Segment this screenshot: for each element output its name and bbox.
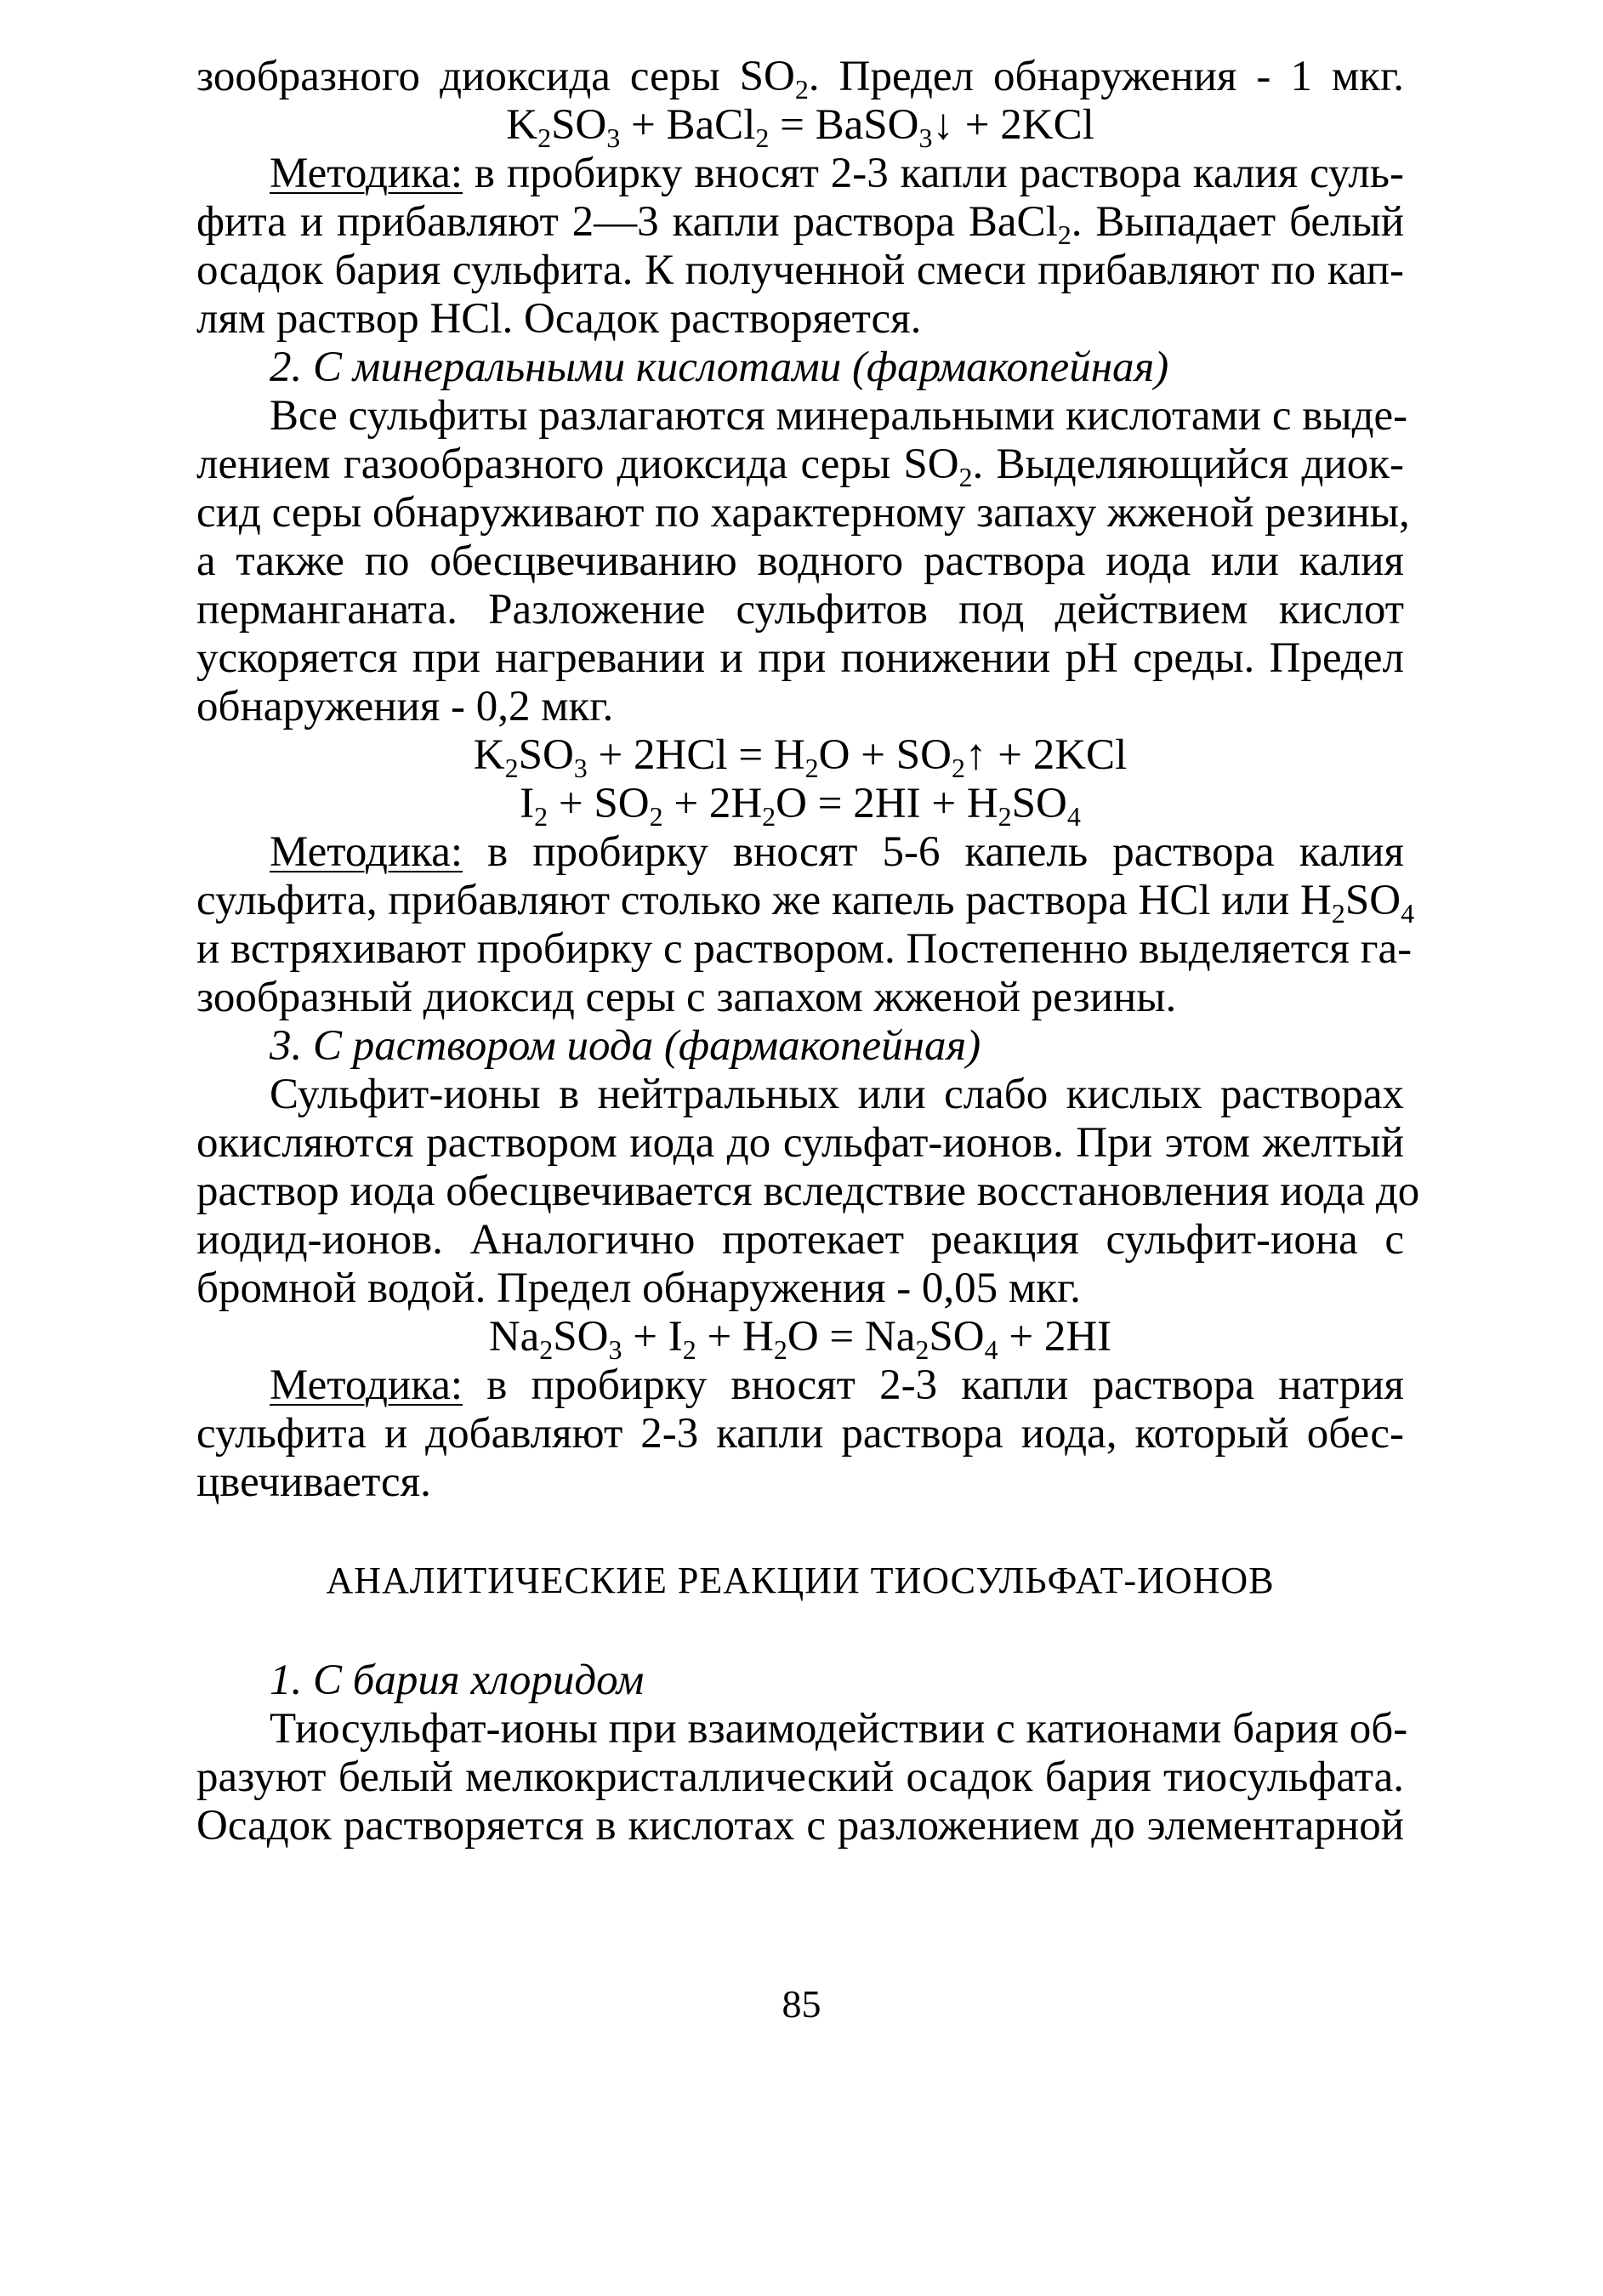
- text-line: [196, 877, 1415, 929]
- text-line: [270, 1071, 1404, 1119]
- text-line: [196, 634, 1404, 683]
- text-line: [270, 392, 1408, 440]
- subsection-title: [270, 344, 1404, 392]
- line-text: зообразного диоксида серы $SO_2$. Предел обнаружения - 1 мкг.: [196, 53, 1404, 105]
- line-text: в пробирку вносят 2-3 капли раствора натрия: [463, 1361, 1404, 1409]
- text-line: [270, 1361, 1404, 1410]
- line-text: а также по обесцвечиванию водного раствора иода или калия: [196, 537, 1404, 585]
- text-line: [196, 198, 1405, 250]
- text-line: [196, 1410, 1404, 1458]
- text-line: [196, 295, 1404, 344]
- line-text: 3. С раствором иода (фармакопейная): [270, 1022, 981, 1070]
- text-line: [196, 683, 1404, 731]
- text-line: [196, 440, 1404, 492]
- line-text: фита и прибавляют 2—3 капли раствора BaCl$_2$. Выпадает белый: [196, 198, 1405, 250]
- line-text: бромной водой. Предел обнаружения - 0,05 мкг.: [196, 1265, 1081, 1312]
- line-text: Тиосульфат-ионы при взаимодействии с катионами бария об-: [270, 1705, 1408, 1753]
- text-line: [196, 489, 1410, 537]
- line-text: Сульфит-ионы в нейтральных или слабо кислых растворах: [270, 1071, 1404, 1118]
- text-line: [196, 53, 1404, 105]
- line-text: сид серы обнаруживают по характерному запаху жженой резины,: [196, 489, 1410, 537]
- method-label: Методика:: [270, 1361, 463, 1409]
- method-label: Методика:: [270, 828, 463, 876]
- line-text: ускоряется при нагревании и при понижении pH среды. Предел: [196, 634, 1404, 682]
- line-text: обнаружения - 0,2 мкг.: [196, 683, 614, 730]
- subsection-title: [270, 1657, 1404, 1705]
- text-line: [270, 828, 1404, 877]
- text-line: [196, 1753, 1404, 1802]
- text-line: [196, 1265, 1404, 1313]
- text-line: [196, 974, 1404, 1022]
- line-text: Все сульфиты разлагаются минеральными кислотами с выде-: [270, 392, 1408, 440]
- line-text: $K_2SO_3$ + BaCl$_2$ = BaSO$_3$↓ + 2KCl: [506, 101, 1094, 153]
- text-line: [196, 1802, 1404, 1850]
- line-text: АНАЛИТИЧЕСКИЕ РЕАКЦИИ ТИОСУЛЬФАТ-ИОНОВ: [326, 1560, 1275, 1601]
- text-line: [270, 1705, 1408, 1753]
- line-text: сульфита и добавляют 2-3 капли раствора иода, который обес-: [196, 1410, 1404, 1458]
- formula-line: [196, 731, 1404, 783]
- line-text: лением газообразного диоксида серы $SO_2$. Выделяющийся диок-: [196, 440, 1404, 492]
- line-text: $I_2 + SO_2 + 2H_2O = 2HI + H_2SO_4$: [520, 780, 1081, 832]
- text-line: [196, 1458, 1404, 1507]
- method-label: Методика:: [270, 150, 463, 197]
- formula-line: [196, 101, 1404, 153]
- text-line: [270, 150, 1404, 198]
- formula-line: [196, 780, 1404, 832]
- section-heading: [196, 1556, 1404, 1605]
- line-text: в пробирку вносят 5-6 капель раствора калия: [463, 828, 1404, 876]
- text-line: [196, 1119, 1404, 1168]
- line-text: зообразный диоксид серы с запахом жженой резины.: [196, 974, 1177, 1021]
- text-line: [196, 537, 1404, 586]
- line-text: в пробирку вносят 2-3 капли раствора калия суль-: [463, 150, 1404, 197]
- page-number: 85: [782, 1982, 821, 2026]
- line-text: иодид-ионов. Аналогично протекает реакция сульфит-иона с: [196, 1216, 1404, 1264]
- line-text: цвечивается.: [196, 1458, 431, 1506]
- line-text: сульфита, прибавляют столько же капель раствора HCl или $H_2SO_4$: [196, 877, 1415, 929]
- line-text: $Na_2SO_3 + I_2 + H_2O = Na_2SO_4 + 2HI$: [488, 1313, 1112, 1365]
- text-line: [196, 925, 1413, 974]
- text-line: [196, 1216, 1404, 1265]
- line-text: разуют белый мелкокристаллический осадок бария тиосульфата.: [196, 1753, 1404, 1801]
- subsection-title: [270, 1022, 1404, 1071]
- line-text: Осадок растворяется в кислотах с разложением до элементарной: [196, 1802, 1404, 1850]
- text-line: [196, 247, 1404, 295]
- text-line: [196, 586, 1404, 634]
- line-text: 2. С минеральными кислотами (фармакопейная): [270, 344, 1169, 391]
- line-text: $K_2SO_3 + 2HCl = H_2O$ + $SO_2↑ + 2KCl$: [473, 731, 1128, 783]
- formula-line: [196, 1313, 1404, 1365]
- line-text: и встряхивают пробирку с раствором. Постепенно выделяется га-: [196, 925, 1413, 973]
- line-text: перманганата. Разложение сульфитов под действием кислот: [196, 586, 1404, 634]
- line-text: раствор иода обесцвечивается вследствие восстановления иода до: [196, 1168, 1420, 1215]
- line-text: лям раствор HCl. Осадок растворяется.: [196, 295, 922, 343]
- text-line: [196, 1168, 1420, 1216]
- line-text: осадок бария сульфита. К полученной смеси прибавляют по кап-: [196, 247, 1404, 294]
- line-text: окисляются раствором иода до сульфат-ионов. При этом желтый: [196, 1119, 1404, 1167]
- line-text: 1. С бария хлоридом: [270, 1657, 645, 1704]
